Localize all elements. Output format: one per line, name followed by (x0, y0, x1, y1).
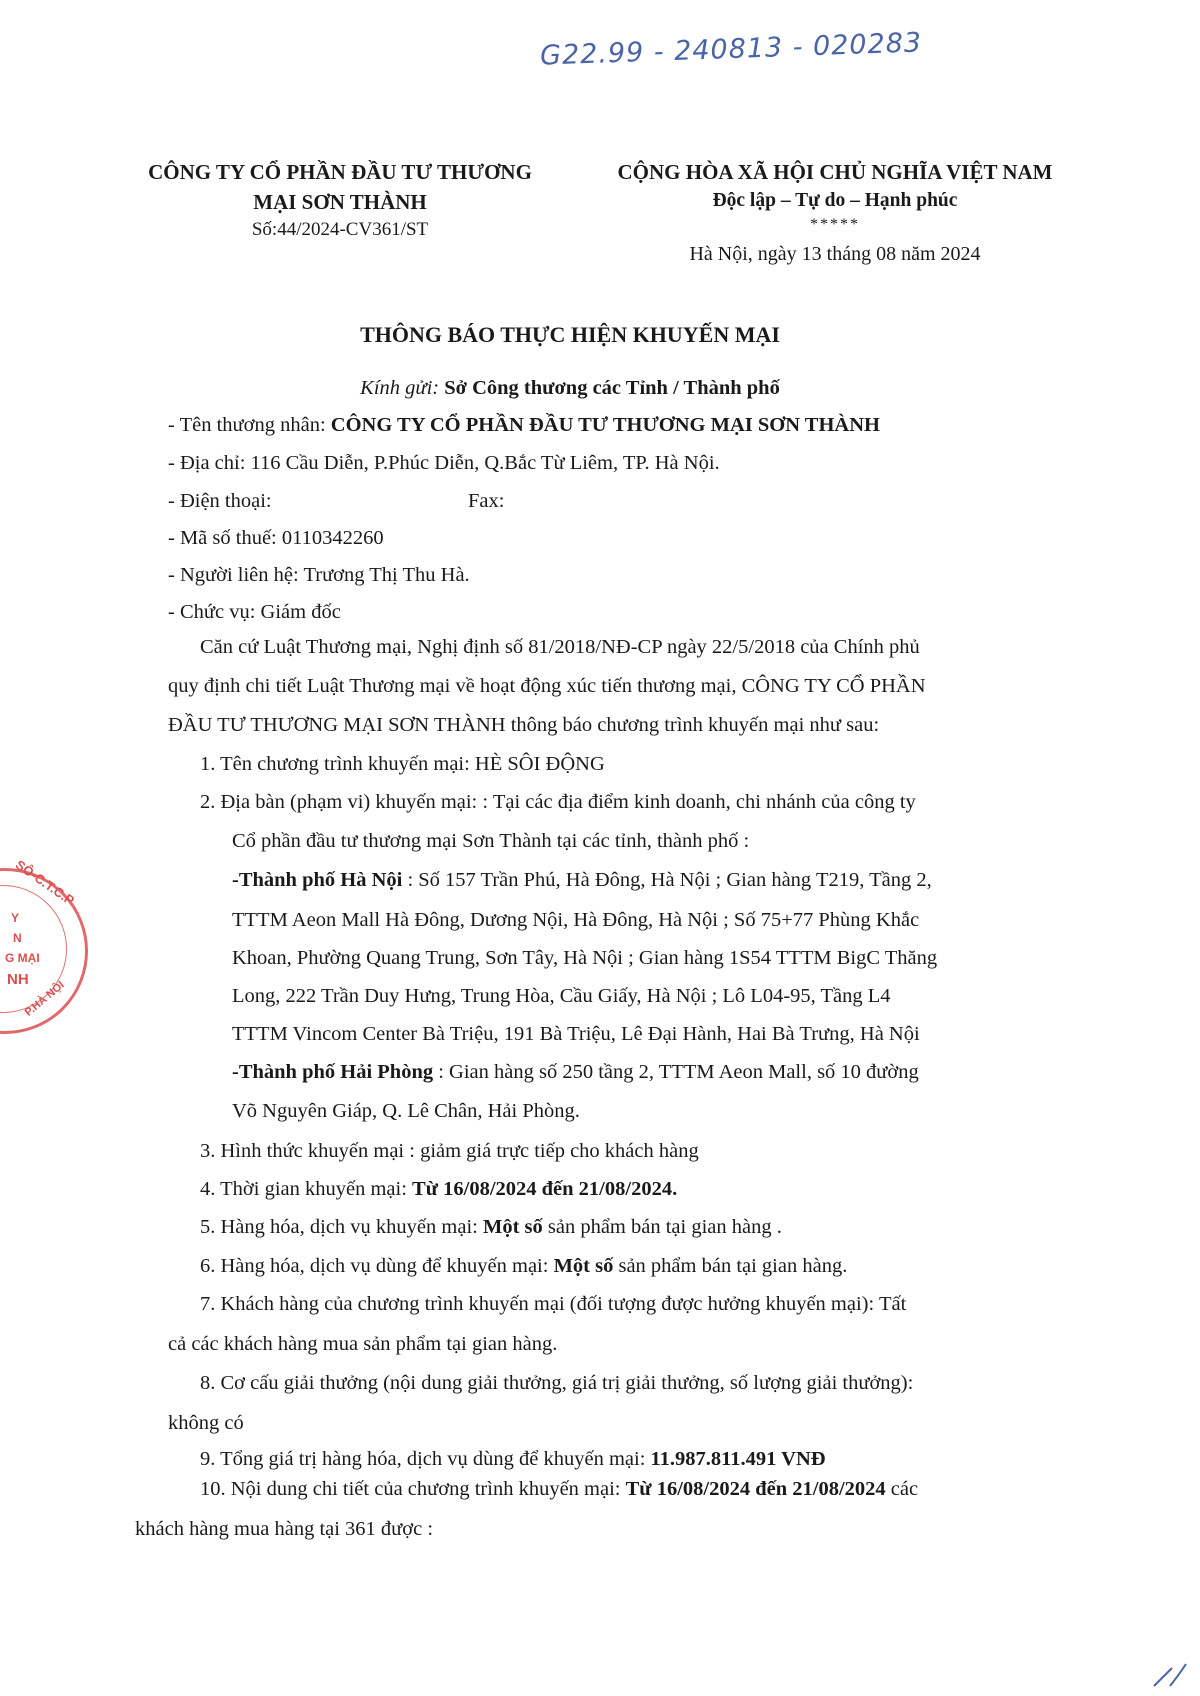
item-10-suffix: các (885, 1478, 919, 1500)
item-8-line-2: không có (168, 1412, 244, 1434)
item-7-line-1: 7. Khách hàng của chương trình khuyến mại (đối tượng được hưởng khuyến mại): Tất (200, 1293, 907, 1315)
company-stamp (0, 856, 88, 1034)
merchant-value: CÔNG TY CỔ PHẦN ĐẦU TƯ THƯƠNG MẠI SƠN THÀNH (330, 414, 880, 436)
item-10-line-2: khách hàng mua hàng tại 361 được : (135, 1518, 434, 1540)
haiphong-label: -Thành phố Hải Phòng (232, 1061, 434, 1083)
item-10-value: Từ 16/08/2024 đến 21/08/2024 (625, 1478, 886, 1500)
merchant-label: - Tên thương nhân: (168, 414, 326, 436)
tax-line: - Mã số thuế: 0110342260 (168, 527, 384, 549)
haiphong-line-1 (232, 1061, 919, 1084)
item-5 (200, 1216, 782, 1239)
signature-tick-icon (1150, 1660, 1190, 1690)
merchant-line (168, 414, 880, 437)
item-2-line-2: Cổ phần đầu tư thương mại Sơn Thành tại các tỉnh, thành phố : (232, 830, 750, 852)
recipient-value: Sở Công thương các Tỉnh / Thành phố (444, 377, 780, 399)
item-4-prefix: 4. Thời gian khuyến mại: (200, 1178, 413, 1200)
hanoi-line-1 (232, 869, 932, 892)
hanoi-line-2: TTTM Aeon Mall Hà Đông, Dương Nội, Hà Đông, Hà Nội ; Số 75+77 Phùng Khắc (232, 909, 920, 931)
handwritten-code: G22.99 - 240813 - 020283 (539, 27, 923, 72)
document-number: Số:44/2024-CV361/ST (251, 219, 429, 240)
item-10-prefix: 10. Nội dung chi tiết của chương trình khuyến mại: (200, 1478, 626, 1500)
hanoi-line-3: Khoan, Phường Quang Trung, Sơn Tây, Hà Nội ; Gian hàng 1S54 TTTM BigC Thăng (232, 947, 938, 969)
hanoi-line-4: Long, 222 Trần Duy Hưng, Trung Hòa, Cầu Giấy, Hà Nội ; Lô L04-95, Tầng L4 (232, 985, 891, 1007)
item-9 (200, 1448, 826, 1471)
item-1: 1. Tên chương trình khuyến mại: HÈ SÔI ĐỘNG (200, 753, 605, 775)
item-4-value: Từ 16/08/2024 đến 21/08/2024. (412, 1178, 678, 1200)
item-6-suffix: sản phẩm bán tại gian hàng. (613, 1255, 848, 1277)
item-2-line-1: 2. Địa bàn (phạm vi) khuyến mại: : Tại các địa điểm kinh doanh, chi nhánh của công ty (200, 791, 916, 813)
item-9-prefix: 9. Tổng giá trị hàng hóa, dịch vụ dùng để khuyến mại: (200, 1448, 651, 1470)
item-3: 3. Hình thức khuyến mại : giảm giá trực tiếp cho khách hàng (200, 1140, 699, 1162)
haiphong-line-2: Võ Nguyên Giáp, Q. Lê Chân, Hải Phòng. (232, 1100, 580, 1122)
stamp-text-bottom: P.HÀ NỘI (22, 979, 67, 1019)
stamp-text-4: G MẠI (5, 951, 40, 965)
header-stars: ***** (810, 216, 860, 233)
item-8-line-1: 8. Cơ cấu giải thưởng (nội dung giải thưởng, giá trị giải thưởng, số lượng giải thưởng): (200, 1372, 914, 1394)
item-5-bold: Một số (482, 1216, 543, 1238)
intro-line-1: Căn cứ Luật Thương mại, Nghị định số 81/2018/NĐ-CP ngày 22/5/2018 của Chính phủ (200, 636, 920, 658)
stamp-text-top: SÔ-C.T.C.P (12, 856, 78, 909)
nation-name: CỘNG HÒA XÃ HỘI CHỦ NGHĨA VIỆT NAM (617, 160, 1053, 184)
company-name-line1: CÔNG TY CỔ PHẦN ĐẦU TƯ THƯƠNG (148, 160, 532, 184)
hanoi-text-1: : Số 157 Trần Phú, Hà Đông, Hà Nội ; Gian hàng T219, Tầng 2, (402, 869, 932, 891)
nation-motto: Độc lập – Tự do – Hạnh phúc (712, 190, 958, 211)
document-title: THÔNG BÁO THỰC HIỆN KHUYẾN MẠI (360, 322, 780, 347)
haiphong-text-1: : Gian hàng số 250 tầng 2, TTTM Aeon Mall, số 10 đường (433, 1061, 919, 1083)
item-9-value: 11.987.811.491 VNĐ (650, 1448, 826, 1470)
item-10-line-1 (200, 1478, 918, 1501)
stamp-text-3: N (13, 931, 22, 945)
stamp-text-2: Y (11, 911, 20, 925)
item-7-line-2: cả các khách hàng mua sản phẩm tại gian hàng. (168, 1333, 558, 1355)
company-name-line2: MẠI SƠN THÀNH (253, 190, 427, 214)
stamp-text-5: NH (7, 971, 29, 988)
item-6-bold: Một số (553, 1255, 614, 1277)
item-6 (200, 1255, 847, 1278)
intro-line-2: quy định chi tiết Luật Thương mại về hoạt động xúc tiến thương mại, CÔNG TY CỔ PHẦN (168, 675, 926, 697)
fax-line: Fax: (468, 490, 505, 512)
place-date: Hà Nội, ngày 13 tháng 08 năm 2024 (689, 243, 981, 265)
address-line: - Địa chỉ: 116 Cầu Diễn, P.Phúc Diễn, Q.Bắc Từ Liêm, TP. Hà Nội. (168, 452, 720, 474)
recipient-label: Kính gửi: (360, 377, 440, 399)
hanoi-label: -Thành phố Hà Nội (232, 869, 403, 891)
item-4 (200, 1178, 677, 1201)
item-6-prefix: 6. Hàng hóa, dịch vụ dùng để khuyến mại: (200, 1255, 554, 1277)
item-5-suffix: sản phẩm bán tại gian hàng . (542, 1216, 782, 1238)
contact-line: - Người liên hệ: Trương Thị Thu Hà. (168, 564, 470, 586)
intro-line-3: ĐẦU TƯ THƯƠNG MẠI SƠN THÀNH thông báo chương trình khuyến mại như sau: (168, 714, 880, 736)
item-5-prefix: 5. Hàng hóa, dịch vụ khuyến mại: (200, 1216, 483, 1238)
phone-line: - Điện thoại: (168, 490, 272, 512)
position-line: - Chức vụ: Giám đốc (168, 601, 341, 623)
hanoi-line-5: TTTM Vincom Center Bà Triệu, 191 Bà Triệu, Lê Đại Hành, Hai Bà Trưng, Hà Nội (232, 1023, 920, 1045)
recipient-line (0, 377, 1140, 400)
